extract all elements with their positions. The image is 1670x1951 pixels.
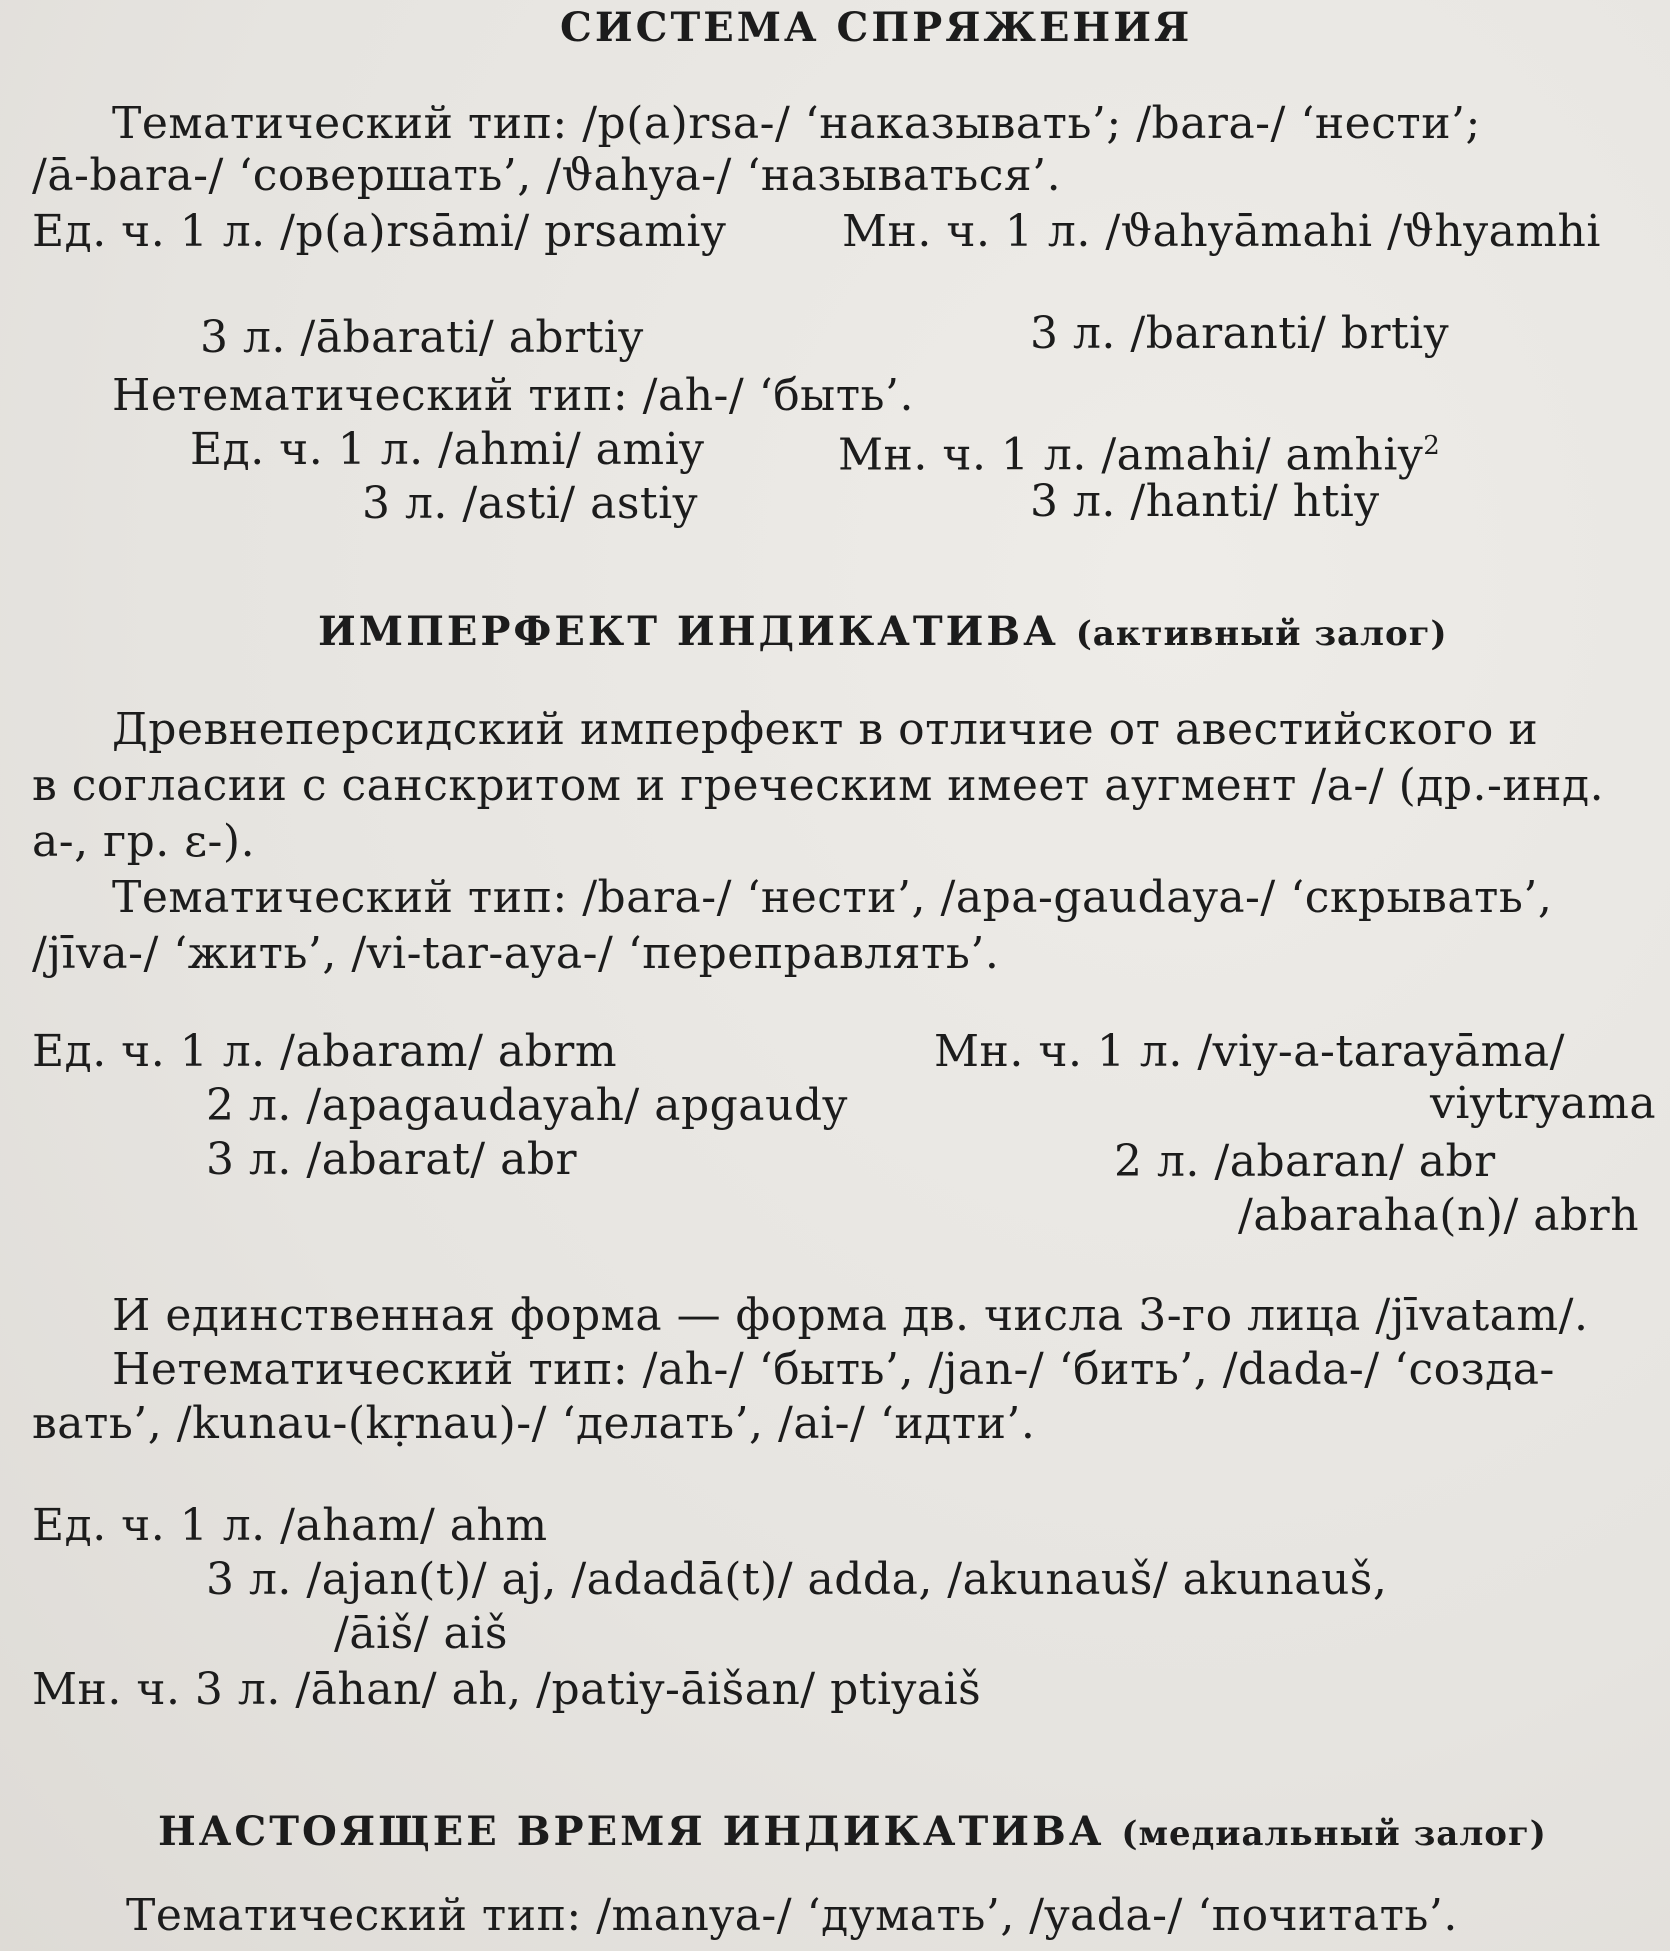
imperfect-ath-pl3: Мн. ч. 3 л. /āhan/ ah, /patiy-āišan/ ptiyaiš: [32, 1664, 982, 1715]
present-heading-sub: (медиальный залог): [1121, 1814, 1547, 1854]
imperfect-athematic-line-2: вать’, /kunau-(kṛnau)-/ ‘делать’, /ai-/ ‘идти’.: [32, 1398, 1036, 1449]
imperfect-para-line-3: a-, гр. ε-).: [32, 816, 256, 867]
conjugation-ath-pl1-text: Мн. ч. 1 л. /amahi/ amhiy: [838, 429, 1424, 481]
imperfect-thematic-line-2: /jīva-/ ‘жить’, /vi-tar-aya-/ ‘переправлять’.: [32, 928, 1000, 979]
section-heading-conjugation: СИСТЕМА СПРЯЖЕНИЯ: [560, 4, 1193, 51]
imperfect-para-line-2: в согласии с санскритом и греческим имеет аугмент /a-/ (др.-инд.: [32, 760, 1605, 811]
imperfect-heading-title: ИМПЕРФЕКТ ИНДИКАТИВА: [318, 608, 1059, 655]
conjugation-ath-pl1: [838, 420, 1440, 482]
imperfect-para-line-1: Древнеперсидский имперфект в отличие от авестийского и: [112, 704, 1539, 755]
imperfect-thematic-line-1: Тематический тип: /bara-/ ‘нести’, /apa-gaudaya-/ ‘скрывать’,: [112, 872, 1553, 923]
conjugation-pl1: Мн. ч. 1 л. /ϑahyāmahi /ϑhyamhi: [842, 206, 1601, 257]
imperfect-pl2b: /abaraha(n)/ abrh: [1238, 1190, 1640, 1241]
imperfect-pl2: 2 л. /abaran/ abr: [1114, 1136, 1496, 1187]
present-thematic-line: Тематический тип: /manya-/ ‘думать’, /yada-/ ‘почитать’.: [126, 1890, 1458, 1941]
imperfect-athematic-line-1: Нетематический тип: /ah-/ ‘быть’, /jan-/ ‘бить’, /dada-/ ‘созда-: [112, 1344, 1555, 1395]
section-heading-imperfect: [318, 608, 1448, 658]
section-heading-present-middle: [158, 1808, 1547, 1858]
imperfect-pl1: Мн. ч. 1 л. /viy-a-tarayāma/: [934, 1026, 1565, 1077]
imperfect-ath-sg3b: /āiš/ aiš: [334, 1608, 508, 1659]
imperfect-heading-sub: (активный залог): [1075, 614, 1448, 654]
conjugation-ath-sg3: 3 л. /asti/ astiy: [362, 478, 699, 529]
imperfect-sg1: Ед. ч. 1 л. /abaram/ abrm: [32, 1026, 618, 1077]
footnote-marker: 2: [1423, 431, 1441, 461]
imperfect-ath-sg1: Ед. ч. 1 л. /aham/ ahm: [32, 1500, 548, 1551]
present-heading-title: НАСТОЯЩЕЕ ВРЕМЯ ИНДИКАТИВА: [158, 1808, 1105, 1855]
conjugation-thematic-line-2: /ā-bara-/ ‘совершать’, /ϑahya-/ ‘называться’.: [32, 150, 1062, 201]
imperfect-pl1-translit: viytryama: [1430, 1078, 1657, 1129]
conjugation-sg1: Ед. ч. 1 л. /p(a)rsāmi/ prsamiy: [32, 206, 727, 257]
conjugation-ath-pl3: 3 л. /hanti/ htiy: [1030, 476, 1380, 527]
conjugation-pl3: 3 л. /baranti/ brtiy: [1030, 308, 1450, 359]
imperfect-ath-sg3: 3 л. /ajan(t)/ aj, /adadā(t)/ adda, /akunauš/ akunauš,: [206, 1554, 1388, 1605]
imperfect-sg3: 3 л. /abarat/ abr: [206, 1134, 578, 1185]
conjugation-athematic-line: Нетематический тип: /ah-/ ‘быть’.: [112, 370, 914, 421]
conjugation-ath-sg1: Ед. ч. 1 л. /ahmi/ amiy: [190, 424, 705, 475]
conjugation-thematic-line-1: Тематический тип: /p(a)rsa-/ ‘наказывать’; /bara-/ ‘нести’;: [112, 98, 1481, 149]
conjugation-sg3: 3 л. /ābarati/ abrtiy: [200, 312, 644, 363]
imperfect-sg2: 2 л. /apagaudayah/ apgaudy: [206, 1080, 848, 1131]
imperfect-dual-line: И единственная форма — форма дв. числа 3-го лица /jīvatam/.: [112, 1290, 1589, 1341]
